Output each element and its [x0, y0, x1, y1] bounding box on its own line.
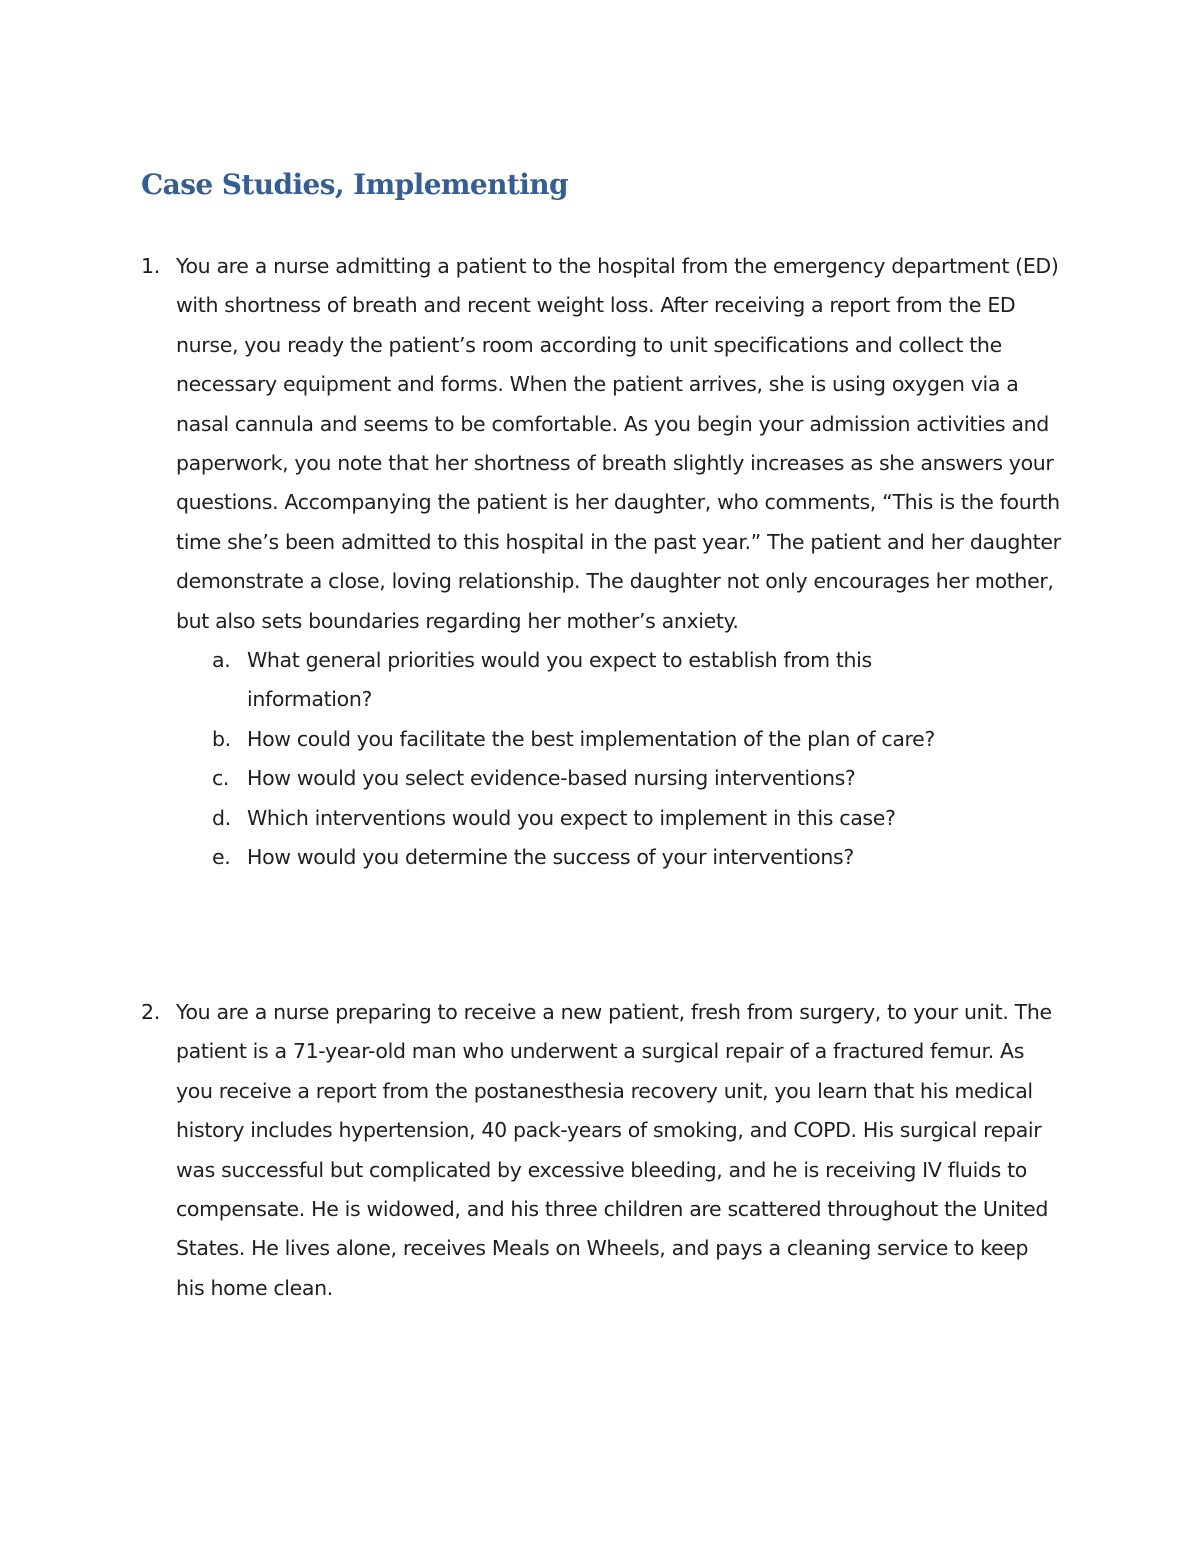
subquestion-c-text: How would you select evidence-based nursing interventions? [247, 766, 856, 791]
subquestion-b [176, 720, 1076, 759]
subquestion-c-letter: c. [212, 766, 230, 791]
question-1-subquestions [176, 641, 1076, 877]
subquestion-e-letter: e. [212, 845, 231, 870]
subquestion-a-text: What general priorities would you expect to establish from this information? [247, 648, 872, 712]
subquestion-d-letter: d. [212, 805, 231, 830]
subquestion-b-text: How could you facilitate the best implementation of the plan of care? [247, 726, 935, 751]
subquestion-b-letter: b. [212, 726, 231, 751]
subquestion-a [176, 641, 1076, 720]
subquestion-d [176, 799, 1076, 838]
question-2-number: 2. [141, 1000, 160, 1024]
subquestion-d-text: Which interventions would you expect to implement in this case? [247, 805, 896, 830]
question-1 [176, 247, 1076, 878]
question-2-text: You are a nurse preparing to receive a new patient, fresh from surgery, to your unit. The patient is a 71-year-old man who underwent a surgical repair of a fractured femur. As you receive a report from the postanesthesia recovery unit, you learn that his medical history includes hypertension, 40 pack-years of smoking, and COPD. His surgical repair was successful but complicated by excessive bleeding, and he is receiving IV fluids to compensate. He is widowed, and his three children are scattered throughout the United States. He lives alone, receives Meals on Wheels, and pays a cleaning service to keep his home clean. [176, 1000, 1052, 1300]
subquestion-a-letter: a. [212, 648, 231, 673]
question-1-text: You are a nurse admitting a patient to the hospital from the emergency department (ED) with shortness of breath and recent weight loss. After receiving a report from the ED nurse, you ready the patient’s room according to unit specifications and collect the necessary equipment and forms. When the patient arrives, she is using oxygen via a nasal cannula and seems to be comfortable. As you begin your admission activities and paperwork, you note that her shortness of breath slightly increases as she answers your questions. Accompanying the patient is her daughter, who comments, “This is the fourth time she’s been admitted to this hospital in the past year.” The patient and her daughter demonstrate a close, loving relationship. The daughter not only encourages her mother, but also sets boundaries regarding her mother’s anxiety. [176, 254, 1061, 633]
subquestion-e [176, 838, 1076, 877]
document-title: Case Studies, Implementing [141, 168, 569, 201]
subquestion-e-text: How would you determine the success of your interventions? [247, 845, 854, 870]
subquestion-c [176, 759, 1076, 798]
question-1-number: 1. [141, 254, 160, 278]
